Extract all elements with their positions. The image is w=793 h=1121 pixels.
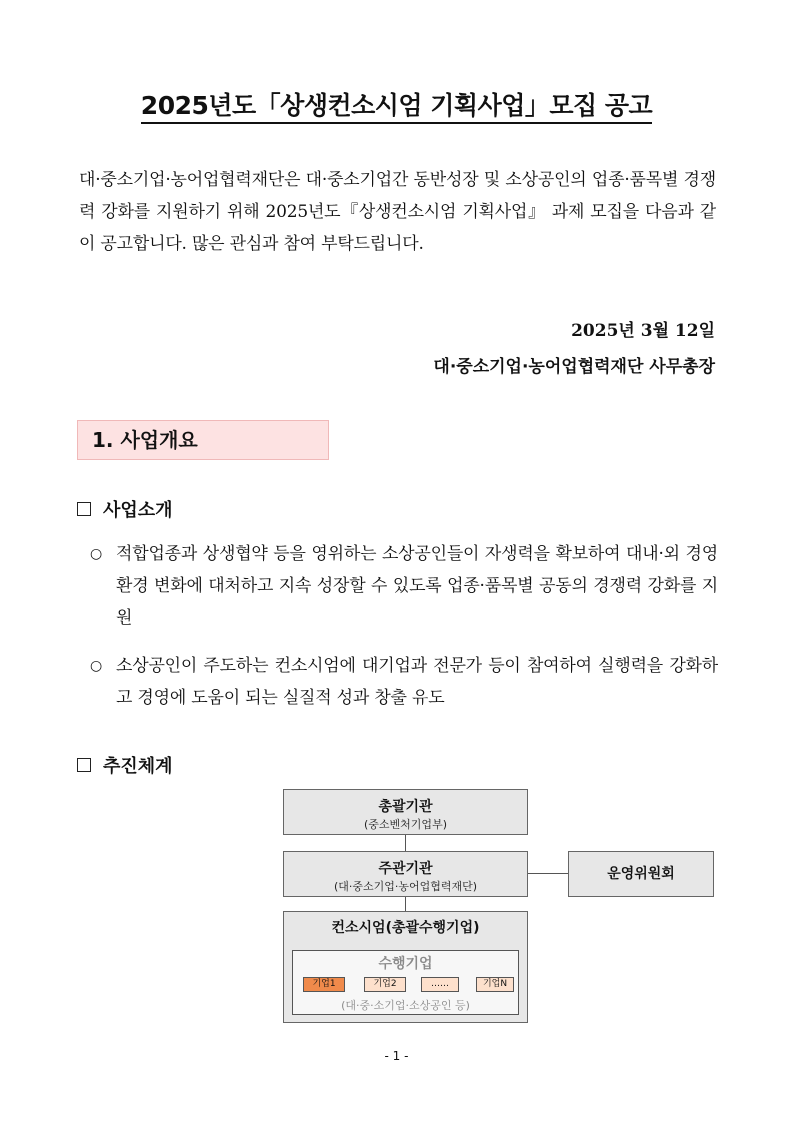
page-number: - 1 - — [384, 1049, 409, 1063]
executor-chip: 기업2 — [364, 977, 406, 992]
connector-line — [405, 897, 406, 911]
org-box-middle — [283, 851, 528, 897]
subheading-introduction-label: 사업소개 — [103, 500, 173, 521]
list-item — [90, 650, 718, 714]
org-box-consortium-title: 컨소시엄(총괄수행기업) — [331, 920, 480, 936]
org-box-top-title: 총괄기관 — [378, 799, 433, 815]
intro-paragraph: 대·중소기업·농어업협력재단은 대·중소기업간 동반성장 및 소상공인의 업종·품목별 경쟁력 강화를 지원하기 위해 2025년도『상생컨소시엄 기획사업』 과제 모집을 다음과 같이 공고합니다. 많은 관심과 참여 부탁드립니다. — [79, 170, 716, 254]
executor-chip: …… — [421, 977, 459, 992]
issuing-organization: 대·중소기업·농어업협력재단 사무총장 — [433, 357, 715, 377]
circle-bullet-icon: ○ — [90, 546, 103, 562]
executor-chip: 기업1 — [303, 977, 345, 992]
subheading-system-label: 추진체계 — [103, 756, 173, 777]
announcement-date: 2025년 3월 12일 — [571, 321, 715, 341]
executor-chip: 기업N — [476, 977, 514, 992]
org-box-top — [283, 789, 528, 835]
connector-line — [528, 873, 568, 874]
list-item-text: 소상공인이 주도하는 컨소시엄에 대기업과 전문가 등이 참여하여 실행력을 강화하고 경영에 도움이 되는 실질적 성과 창출 유도 — [116, 656, 718, 708]
connector-line — [405, 835, 406, 851]
subheading-system — [77, 752, 173, 778]
list-item-text: 적합업종과 상생협약 등을 영위하는 소상공인들이 자생력을 확보하여 대내·외 경영환경 변화에 대처하고 지속 성장할 수 있도록 업종·품목별 공동의 경쟁력 강화를 지원 — [116, 544, 718, 628]
circle-bullet-icon: ○ — [90, 658, 103, 674]
document-title: 2025년도「상생컨소시엄 기획사업」모집 공고 — [0, 86, 793, 122]
org-box-middle-subtitle: (대·중소기업·농어업협력재단) — [333, 880, 478, 893]
org-box-side-title: 운영위원회 — [607, 866, 675, 882]
org-box-side — [568, 851, 714, 897]
list-item — [90, 538, 718, 634]
subheading-introduction — [77, 496, 173, 522]
executors-footer: (대·중·소기업·소상공인 등) — [341, 999, 470, 1012]
checkbox-icon — [77, 502, 91, 516]
section-heading-overview: 1. 사업개요 — [77, 420, 329, 460]
executors-heading: 수행기업 — [378, 956, 433, 972]
org-box-middle-title: 주관기관 — [378, 861, 433, 877]
org-box-top-subtitle: (중소벤처기업부) — [364, 818, 447, 831]
org-box-consortium — [283, 911, 528, 1023]
checkbox-icon — [77, 758, 91, 772]
